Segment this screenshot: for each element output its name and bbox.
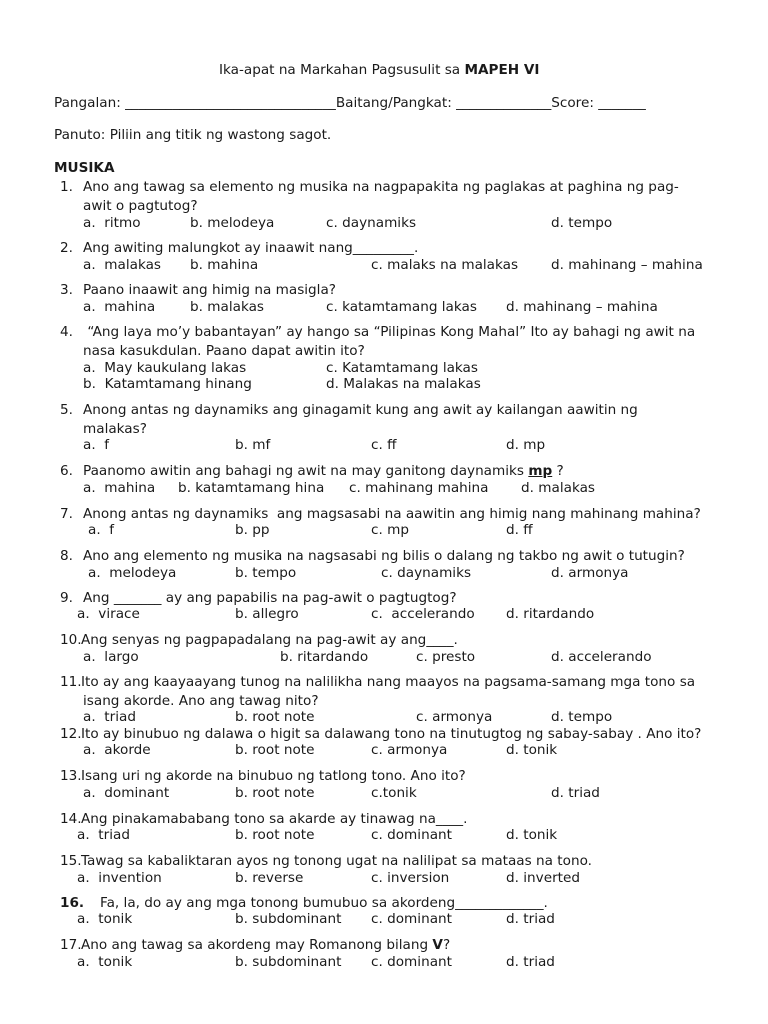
- choice-d: d. mp: [506, 437, 546, 453]
- question-text: Ang senyas ng pagpapadalang na pag-awit ay ang____.: [81, 632, 458, 648]
- choice-b: b. subdominant: [235, 911, 342, 927]
- question-text: Paano inaawit ang himig na masigla?: [83, 282, 337, 298]
- question-number: 11.: [60, 674, 82, 690]
- question-text-end: ?: [442, 937, 451, 953]
- choice-a: a. akorde: [83, 742, 151, 758]
- page-title: [219, 61, 539, 79]
- choice-a: a. triad: [83, 709, 136, 725]
- title-prefix: Ika-apat na Markahan Pagsusulit sa: [219, 62, 465, 78]
- question-number: 16.: [60, 895, 85, 911]
- question-text: Ito ay ang kaayaayang tunog na nalilikha nang maayos na pagsama-samang mga tono sa: [81, 674, 696, 690]
- section-heading: MUSIKA: [54, 160, 115, 176]
- choice-a: a. largo: [83, 649, 139, 665]
- choice-d: d. triad: [506, 954, 555, 970]
- choice-d: d. malakas: [521, 480, 595, 496]
- question-number: 4.: [60, 324, 73, 340]
- question-text: “Ang laya mo’y babantayan” ay hango sa “Pilipinas Kong Mahal” Ito ay bahagi ng awit na: [83, 324, 696, 340]
- choice-c: c. daynamiks: [326, 215, 417, 231]
- question-text-cont: malakas?: [83, 421, 147, 437]
- choice-b: b. katamtamang hina: [178, 480, 325, 496]
- choice-a: a. invention: [77, 870, 162, 886]
- choice-b: b. mf: [235, 437, 271, 453]
- choice-a: a. May kaukulang lakas: [83, 360, 247, 376]
- question-text-cont: nasa kasukdulan. Paano dapat awitin ito?: [83, 343, 365, 359]
- choice-d: d. tempo: [551, 215, 613, 231]
- question-number: 1.: [60, 179, 73, 195]
- question-number: 3.: [60, 282, 73, 298]
- question-number: 7.: [60, 506, 73, 522]
- choice-d: d. inverted: [506, 870, 580, 886]
- question-text: Ito ay binubuo ng dalawa o higit sa dalawang tono na tinutugtog ng sabay-sabay . Ano ito?: [81, 726, 702, 742]
- choice-c: c. dominant: [371, 911, 452, 927]
- choice-b: b. reverse: [235, 870, 304, 886]
- choice-c: c. armonya: [371, 742, 448, 758]
- question-text: Ang _______ ay ang papabilis na pag-awit o pagtugtog?: [83, 590, 457, 606]
- choice-b: b. ritardando: [280, 649, 369, 665]
- question-text: Fa, la, do ay ang mga tonong bumubuo sa akordeng_____________.: [100, 895, 548, 911]
- choice-a: a. ritmo: [83, 215, 141, 231]
- choice-b: b. subdominant: [235, 954, 342, 970]
- question-number: 5.: [60, 402, 73, 418]
- choice-c: c. armonya: [416, 709, 493, 725]
- choice-a: a. melodeya: [88, 565, 177, 581]
- question-number: 2.: [60, 240, 73, 256]
- choice-c: c. presto: [416, 649, 476, 665]
- choice-d: d. triad: [506, 911, 555, 927]
- choice-b: b. melodeya: [190, 215, 275, 231]
- choice-d: d. triad: [551, 785, 600, 801]
- question-text-cont: isang akorde. Ano ang tawag nito?: [83, 693, 319, 709]
- choice-d: d. armonya: [551, 565, 629, 581]
- choice-d: d. tonik: [506, 827, 558, 843]
- choice-b: b. root note: [235, 827, 315, 843]
- choice-d: d. ritardando: [506, 606, 595, 622]
- choice-c: c. ff: [371, 437, 397, 453]
- choice-a: a. tonik: [77, 911, 133, 927]
- choice-a: a. tonik: [77, 954, 133, 970]
- choice-d: d. tonik: [506, 742, 558, 758]
- question-text: [83, 462, 564, 480]
- title-subject: MAPEH VI: [464, 62, 540, 78]
- choice-b: b. root note: [235, 709, 315, 725]
- question-number: 15.: [60, 853, 82, 869]
- choice-c: c. inversion: [371, 870, 450, 886]
- choice-c: c. daynamiks: [381, 565, 472, 581]
- question-number: 9.: [60, 590, 73, 606]
- choice-d: d. accelerando: [551, 649, 652, 665]
- choice-c: c. mahinang mahina: [349, 480, 489, 496]
- choice-c: c. malaks na malakas: [371, 257, 519, 273]
- roman-numeral: V: [432, 937, 443, 953]
- choice-b: b. tempo: [235, 565, 297, 581]
- choice-a: a. virace: [77, 606, 140, 622]
- choice-c: c. dominant: [371, 827, 452, 843]
- instructions: Panuto: Piliin ang titik ng wastong sagot.: [54, 127, 332, 143]
- choice-b: b. malakas: [190, 299, 264, 315]
- dynamics-symbol: mp: [528, 463, 553, 479]
- question-text: Anong antas ng daynamiks ang ginagamit kung ang awit ay kailangan aawitin ng: [83, 402, 638, 418]
- question-text-end: ?: [552, 463, 564, 479]
- question-text-main: Ano ang tawag sa akordeng may Romanong bilang: [81, 937, 433, 953]
- question-text: [81, 936, 450, 954]
- choice-c: c.tonik: [371, 785, 417, 801]
- choice-c: c. accelerando: [371, 606, 475, 622]
- choice-d: d. mahinang – mahina: [551, 257, 703, 273]
- name-grade-score-line: Pangalan: _______________________________Baitang/Pangkat: ______________Score: _______: [54, 95, 646, 111]
- choice-d: d. ff: [506, 522, 533, 538]
- question-text: Ano ang elemento ng musika na nagsasabi ng bilis o dalang ng takbo ng awit o tutugin?: [83, 548, 685, 564]
- choice-d: d. mahinang – mahina: [506, 299, 658, 315]
- choice-a: a. f: [88, 522, 115, 538]
- question-text: Anong antas ng daynamiks ang magsasabi na aawitin ang himig nang mahinang mahina?: [83, 506, 701, 522]
- question-text: Tawag sa kabaliktaran ayos ng tonong ugat na nalilipat sa mataas na tono.: [81, 853, 592, 869]
- question-number: 6.: [60, 463, 73, 479]
- choice-b: b. Katamtamang hinang: [83, 376, 252, 392]
- choice-b: b. mahina: [190, 257, 259, 273]
- question-text: Ang pinakamababang tono sa akarde ay tinawag na____.: [81, 811, 468, 827]
- question-number: 12.: [60, 726, 82, 742]
- question-number: 13.: [60, 768, 82, 784]
- choice-a: a. triad: [77, 827, 130, 843]
- choice-b: b. root note: [235, 742, 315, 758]
- choice-b: b. allegro: [235, 606, 299, 622]
- question-text-cont: awit o pagtutog?: [83, 198, 198, 214]
- choice-b: b. pp: [235, 522, 270, 538]
- question-text: Ano ang tawag sa elemento ng musika na nagpapakita ng paglakas at paghina ng pag-: [83, 179, 679, 195]
- choice-a: a. dominant: [83, 785, 170, 801]
- choice-c: c. dominant: [371, 954, 452, 970]
- question-number: 8.: [60, 548, 73, 564]
- choice-a: a. f: [83, 437, 110, 453]
- choice-a: a. mahina: [83, 299, 156, 315]
- question-number: 14.: [60, 811, 82, 827]
- choice-a: a. malakas: [83, 257, 162, 273]
- choice-d: d. Malakas na malakas: [326, 376, 481, 392]
- choice-c: c. Katamtamang lakas: [326, 360, 478, 376]
- question-text: Ang awiting malungkot ay inaawit nang_________.: [83, 240, 419, 256]
- choice-a: a. mahina: [83, 480, 156, 496]
- question-number: 17.: [60, 937, 82, 953]
- choice-b: b. root note: [235, 785, 315, 801]
- choice-c: c. mp: [371, 522, 409, 538]
- choice-c: c. katamtamang lakas: [326, 299, 477, 315]
- choice-d: d. tempo: [551, 709, 613, 725]
- question-text-main: Paanomo awitin ang bahagi ng awit na may ganitong daynamiks: [83, 463, 529, 479]
- question-number: 10.: [60, 632, 82, 648]
- question-text: Isang uri ng akorde na binubuo ng tatlong tono. Ano ito?: [81, 768, 466, 784]
